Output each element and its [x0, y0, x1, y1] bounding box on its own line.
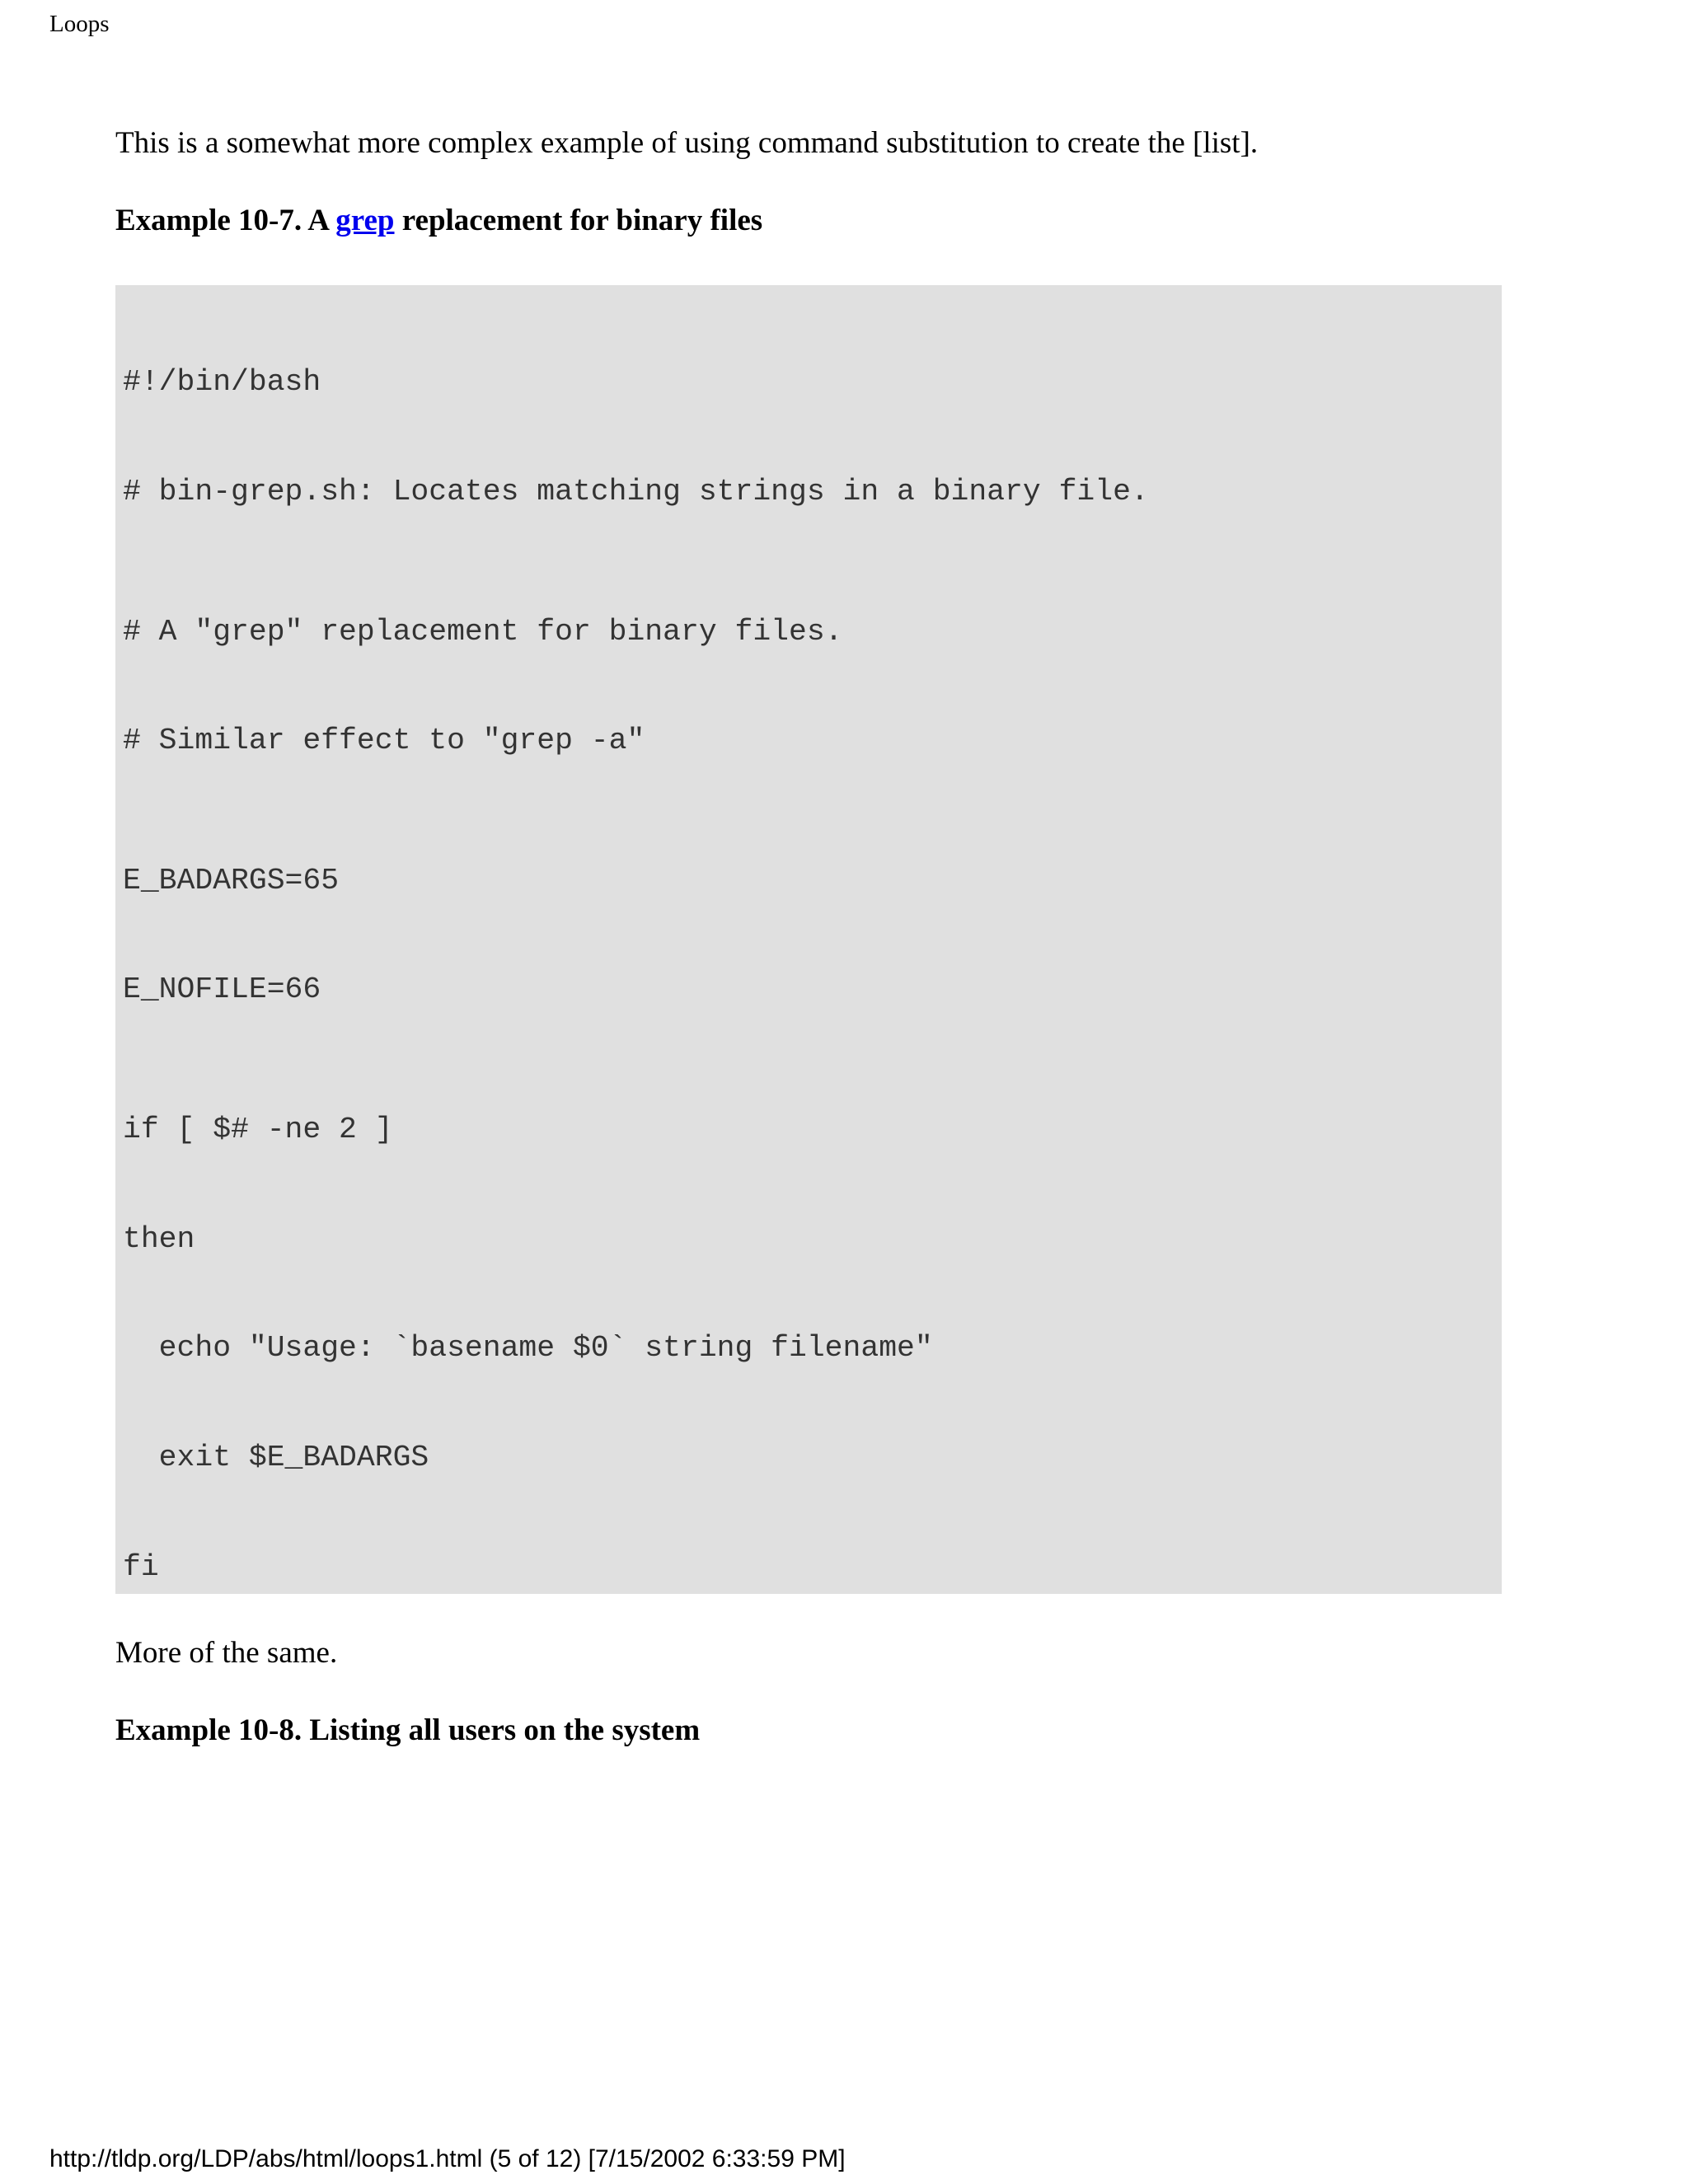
- intro-paragraph: This is a somewhat more complex example of using command substitution to create the [list].: [115, 126, 1259, 160]
- page-content: [115, 125, 1500, 1749]
- example-10-8-title: Example 10-8. Listing all users on the system: [115, 1713, 701, 1747]
- code-block: [123, 292, 1502, 1594]
- code-line: E_BADARGS=65: [123, 863, 340, 898]
- example-title-prefix: Example 10-7. A: [115, 204, 336, 237]
- code-line: #!/bin/bash: [123, 365, 321, 400]
- running-header: Loops: [49, 11, 110, 37]
- running-footer-url: http://tldp.org/LDP/abs/html/loops1.html (5 of 12) [7/15/2002 6:33:59 PM]: [49, 2145, 846, 2172]
- grep-link[interactable]: grep: [335, 204, 395, 237]
- code-line: E_NOFILE=66: [123, 972, 321, 1007]
- code-line: fi: [123, 1549, 159, 1584]
- code-line: echo "Usage: `basename $0` string filename": [123, 1331, 933, 1366]
- more-of-the-same-paragraph: More of the same.: [115, 1636, 338, 1670]
- code-line: then: [123, 1221, 195, 1256]
- example-title-suffix: replacement for binary files: [394, 204, 763, 237]
- code-line: if [ $# -ne 2 ]: [123, 1113, 393, 1147]
- code-line: exit $E_BADARGS: [123, 1440, 429, 1474]
- code-listing-10-7: [115, 285, 1502, 1594]
- code-line: # Similar effect to "grep -a": [123, 724, 645, 758]
- code-line: # A "grep" replacement for binary files.: [123, 614, 843, 649]
- code-line: # bin-grep.sh: Locates matching strings in a binary file.: [123, 475, 1149, 509]
- example-10-7-title: [115, 203, 1500, 239]
